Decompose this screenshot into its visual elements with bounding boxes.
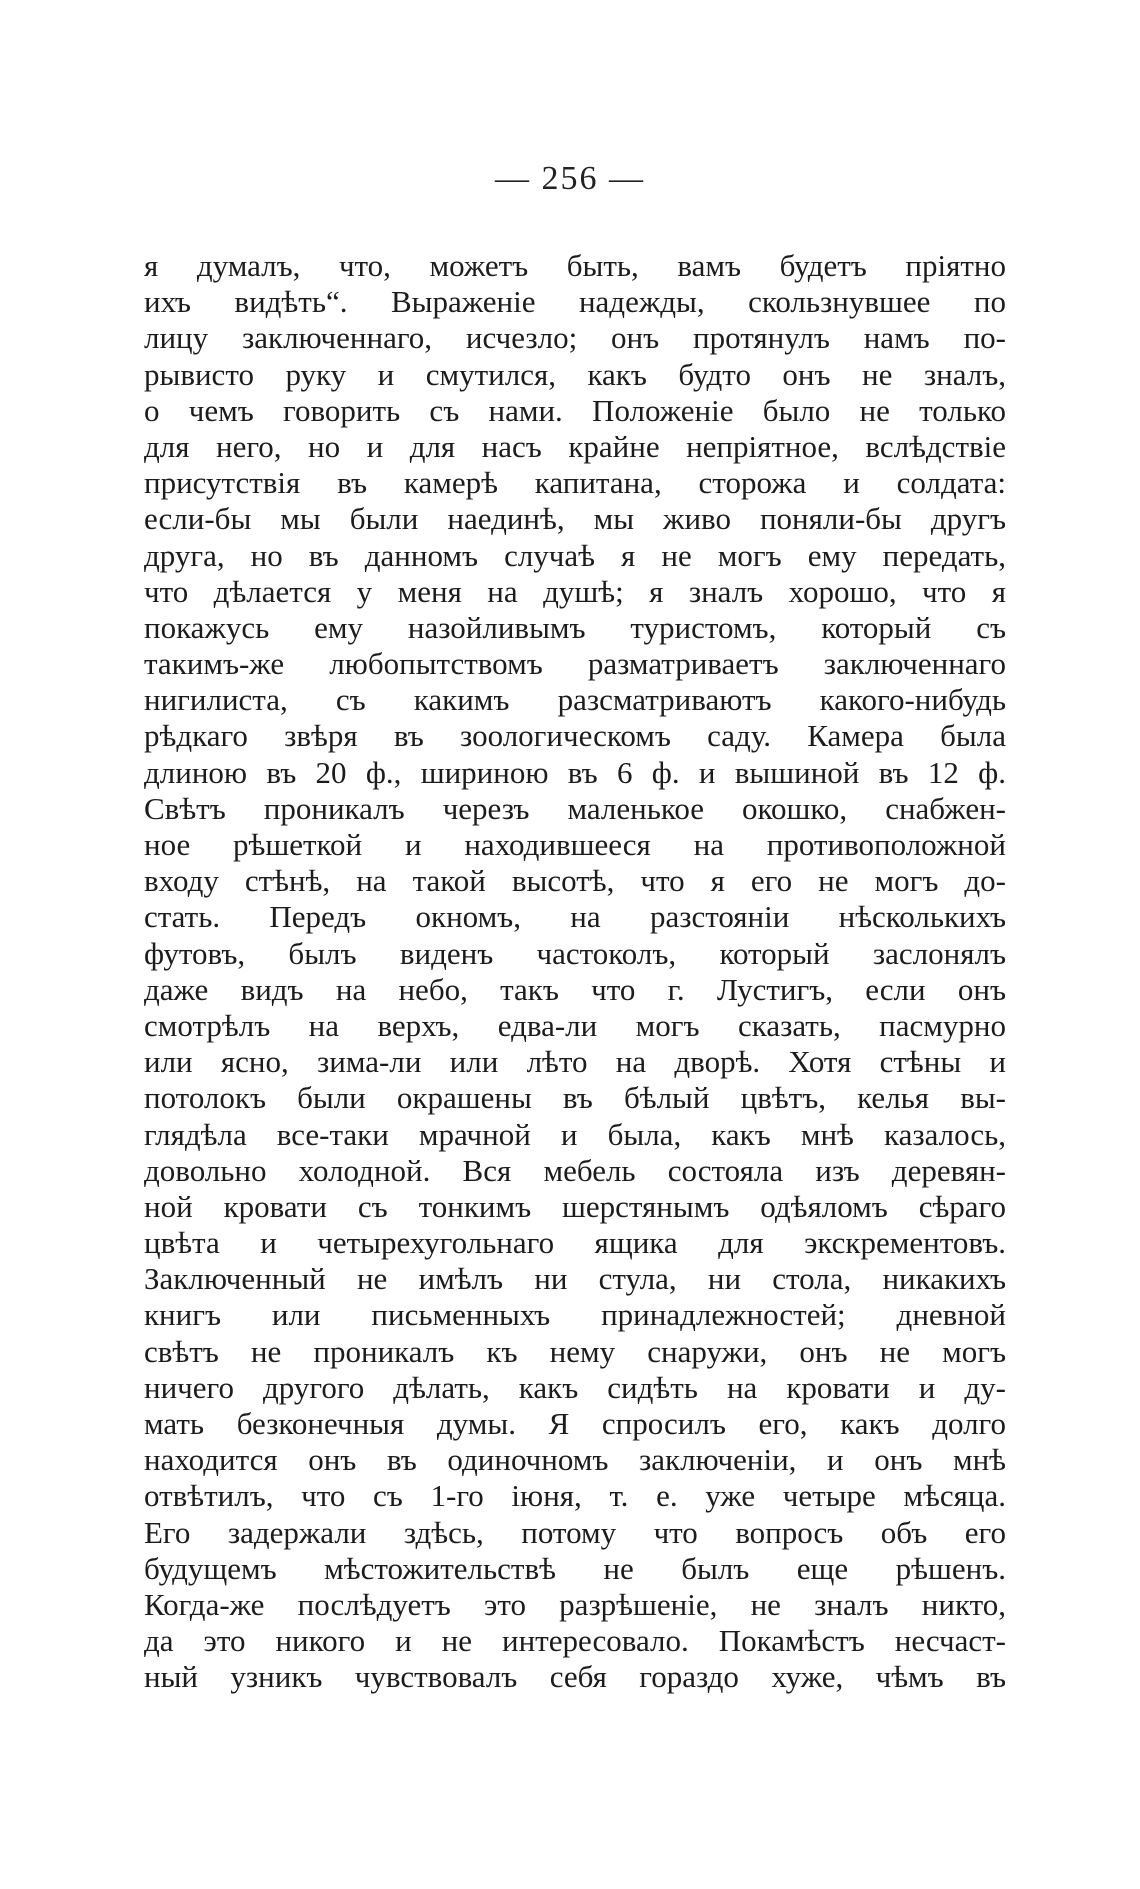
text-line: такимъ-же любопытствомъ разматриваетъ заключеннаго [144, 646, 1006, 682]
text-line: Когда-же послѣдуетъ это разрѣшеніе, не зналъ никто, [144, 1586, 1006, 1622]
text-line: друга, но въ данномъ случаѣ я не могъ ему передать, [144, 537, 1006, 573]
text-line: рывисто руку и смутился, какъ будто онъ не зналъ, [144, 356, 1006, 392]
text-line: если-бы мы были наединѣ, мы живо поняли-бы другъ [144, 501, 1006, 537]
text-line: довольно холодной. Вся мебель состояла изъ деревян- [144, 1152, 1006, 1188]
text-line: ный узникъ чувствовалъ себя гораздо хуже, чѣмъ въ [144, 1659, 1006, 1695]
text-line: покажусь ему назойливымъ туристомъ, который съ [144, 609, 1006, 645]
text-line: нигилиста, съ какимъ разсматриваютъ какого-нибудь [144, 682, 1006, 718]
text-line: длиною въ 20 ф., шириною въ 6 ф. и вышиной въ 12 ф. [144, 754, 1006, 790]
body-text [144, 248, 1006, 1696]
text-line: находится онъ въ одиночномъ заключеніи, и онъ мнѣ [144, 1442, 1006, 1478]
text-line: ничего другого дѣлать, какъ сидѣть на кровати и ду- [144, 1369, 1006, 1405]
text-line: будущемъ мѣстожительствѣ не былъ еще рѣшенъ. [144, 1550, 1006, 1586]
text-line: книгъ или письменныхъ принадлежностей; дневной [144, 1297, 1006, 1333]
text-line: о чемъ говорить съ нами. Положеніе было не только [144, 392, 1006, 428]
text-line: ное рѣшеткой и находившееся на противоположной [144, 827, 1006, 862]
text-line: я думалъ, что, можетъ быть, вамъ будетъ пріятно [144, 248, 1006, 283]
text-line: рѣдкаго звѣря въ зоологическомъ саду. Камера была [144, 718, 1006, 754]
page-number: — 256 — [495, 160, 645, 197]
text-line: Его задержали здѣсь, потому что вопросъ объ его [144, 1514, 1006, 1550]
text-line: отвѣтилъ, что съ 1-го іюня, т. е. уже четыре мѣсяца. [144, 1478, 1006, 1514]
text-line: стать. Передъ окномъ, на разстояніи нѣсколькихъ [144, 899, 1006, 935]
text-line: лицу заключеннаго, исчезло; онъ протянулъ намъ по- [144, 320, 1006, 356]
text-line: глядѣла все-таки мрачной и была, какъ мнѣ казалось, [144, 1116, 1006, 1152]
text-line: для него, но и для насъ крайне непріятное, вслѣдствіе [144, 428, 1006, 464]
text-line: присутствія въ камерѣ капитана, сторожа и солдата: [144, 465, 1006, 501]
text-line: Свѣтъ проникалъ черезъ маленькое окошко, снабжен- [144, 790, 1006, 826]
text-line: ной кровати съ тонкимъ шерстянымъ одѣяломъ сѣраго [144, 1188, 1006, 1224]
text-line: даже видъ на небо, такъ что г. Лустигъ, если онъ [144, 971, 1006, 1007]
text-line: смотрѣлъ на верхъ, едва-ли могъ сказать, пасмурно [144, 1007, 1006, 1043]
text-line: свѣтъ не проникалъ къ нему снаружи, онъ не могъ [144, 1333, 1006, 1369]
text-line: что дѣлается у меня на душѣ; я зналъ хорошо, что я [144, 573, 1006, 609]
text-line: ихъ видѣть“. Выраженіе надежды, скользнувшее по [144, 284, 1006, 320]
text-line: потолокъ были окрашены въ бѣлый цвѣтъ, келья вы- [144, 1080, 1006, 1116]
text-line: цвѣта и четырехугольнаго ящика для экскрементовъ. [144, 1225, 1006, 1261]
text-line: мать безконечныя думы. Я спросилъ его, какъ долго [144, 1406, 1006, 1441]
text-line: да это никого и не интересовало. Покамѣстъ несчаст- [144, 1623, 1006, 1659]
text-line: Заключенный не имѣлъ ни стула, ни стола, никакихъ [144, 1261, 1006, 1297]
text-line: входу стѣнѣ, на такой высотѣ, что я его не могъ до- [144, 863, 1006, 899]
text-line: футовъ, былъ виденъ частоколъ, который заслонялъ [144, 935, 1006, 971]
text-line: или ясно, зима-ли или лѣто на дворѣ. Хотя стѣны и [144, 1044, 1006, 1080]
